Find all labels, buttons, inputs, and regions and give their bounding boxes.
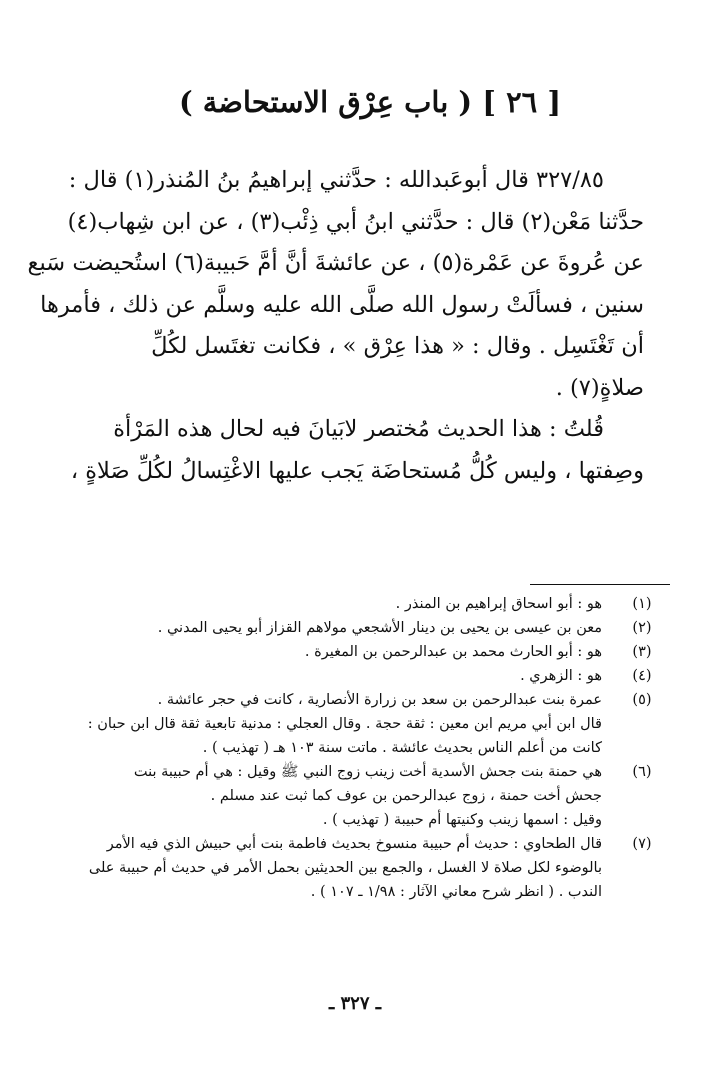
footnote-line: عمرة بنت عبدالرحمن بن سعد بن زرارة الأنصارية ، كانت في حجر عائشة . xyxy=(157,692,602,708)
hadith-line: سنين ، فسألَتْ رسول الله صلَّى الله عليه وسلَّم عن ذلك ، فأمرها xyxy=(40,291,644,318)
footnote xyxy=(64,616,664,640)
footnote-number: (٣) xyxy=(632,644,652,660)
footnote xyxy=(64,832,664,904)
footnote-line: هي حمنة بنت جحش الأسدية أخت زينب زوج النبي ﷺ وقيل : هي أم حبيبة بنت xyxy=(133,764,602,780)
footnote-line: قال ابن أبي مريم ابن معين : ثقة حجة . وقال العجلي : مدنية تابعية ثقة قال ابن حبان : xyxy=(87,716,602,732)
footnote xyxy=(64,592,664,616)
commentary-line: قُلتُ : هذا الحديث مُختصر لابَيانَ فيه لحال هذه المَرْأة xyxy=(113,416,604,442)
footnote-line: وقيل : اسمها زينب وكنيتها أم حبيبة ( تهذيب ) . xyxy=(322,812,602,828)
footnote-number: (٥) xyxy=(632,692,652,708)
footnote-line: هو : الزهري . xyxy=(520,668,602,684)
chapter-title: [ ٢٦ ] ( باب عِرْق الاستحاضة ) xyxy=(178,85,562,119)
footnote-line: بالوضوء لكل صلاة لا الغسل ، والجمع بين الحديثين بحمل الأمر في حديث أم حبيبة على xyxy=(88,860,602,876)
footnote-line: هو : أبو الحارث محمد بن عبدالرحمن بن المغيرة . xyxy=(304,644,602,660)
hadith-text xyxy=(27,160,644,492)
commentary-line: وصِفتها ، وليس كُلُّ مُستحاضَة يَجب عليها الاغْتِسالُ لكُلِّ صَلاةٍ ، xyxy=(70,457,644,484)
footnote-line: معن بن عيسى بن يحيى بن دينار الأشجعي مولاهم القزاز أبو يحيى المدني . xyxy=(157,620,602,636)
footnote-number: (٦) xyxy=(632,764,652,780)
hadith-line: عن عُروةَ عن عَمْرة(٥) ، عن عائشةَ أنَّ أمَّ حَبيبة(٦) استُحيضت سَبع xyxy=(27,250,644,276)
footnote-line: الندب . ( انظر شرح معاني الآثار : ١/٩٨ ـ ١٠٧ ) . xyxy=(310,884,602,900)
page-number: ـ ٣٢٧ ـ xyxy=(328,993,382,1014)
footnote-number: (٤) xyxy=(632,668,652,684)
hadith-line: ٣٢٧/٨٥ قال أبوعَبدالله : حدَّثني إبراهيمُ بنُ المُنذر(١) قال : xyxy=(68,167,604,193)
footnote-line: قال الطحاوي : حديث أم حبيبة منسوخ بحديث فاطمة بنت أبي حبيش الذي فيه الأمر xyxy=(106,836,602,852)
footnote-number: (٢) xyxy=(632,620,652,636)
footnote-number: (٧) xyxy=(632,836,652,852)
hadith-line: حدَّثنا مَعْن(٢) قال : حدَّثني ابنُ أبي ذِئْب(٣) ، عن ابن شِهاب(٤) xyxy=(67,208,644,235)
footnote xyxy=(64,760,664,832)
footnote xyxy=(64,640,664,664)
hadith-line: صلاةٍ(٧) . xyxy=(555,374,644,401)
footnote xyxy=(64,664,664,688)
footnote-line: كانت من أعلم الناس بحديث عائشة . ماتت سنة ١٠٣ هـ ( تهذيب ) . xyxy=(202,740,602,756)
footnote-line: جحش أخت حمنة ، زوج عبدالرحمن بن عوف كما ثبت عند مسلم . xyxy=(210,788,602,804)
footnote-line: هو : أبو اسحاق إبراهيم بن المنذر . xyxy=(395,596,602,612)
footnotes xyxy=(64,592,664,904)
footnote-number: (١) xyxy=(632,596,652,612)
footnote xyxy=(64,688,664,760)
hadith-line: أن تَغْتَسِل . وقال : « هذا عِرْق » ، فكانت تغتَسل لكُلِّ xyxy=(151,333,644,359)
